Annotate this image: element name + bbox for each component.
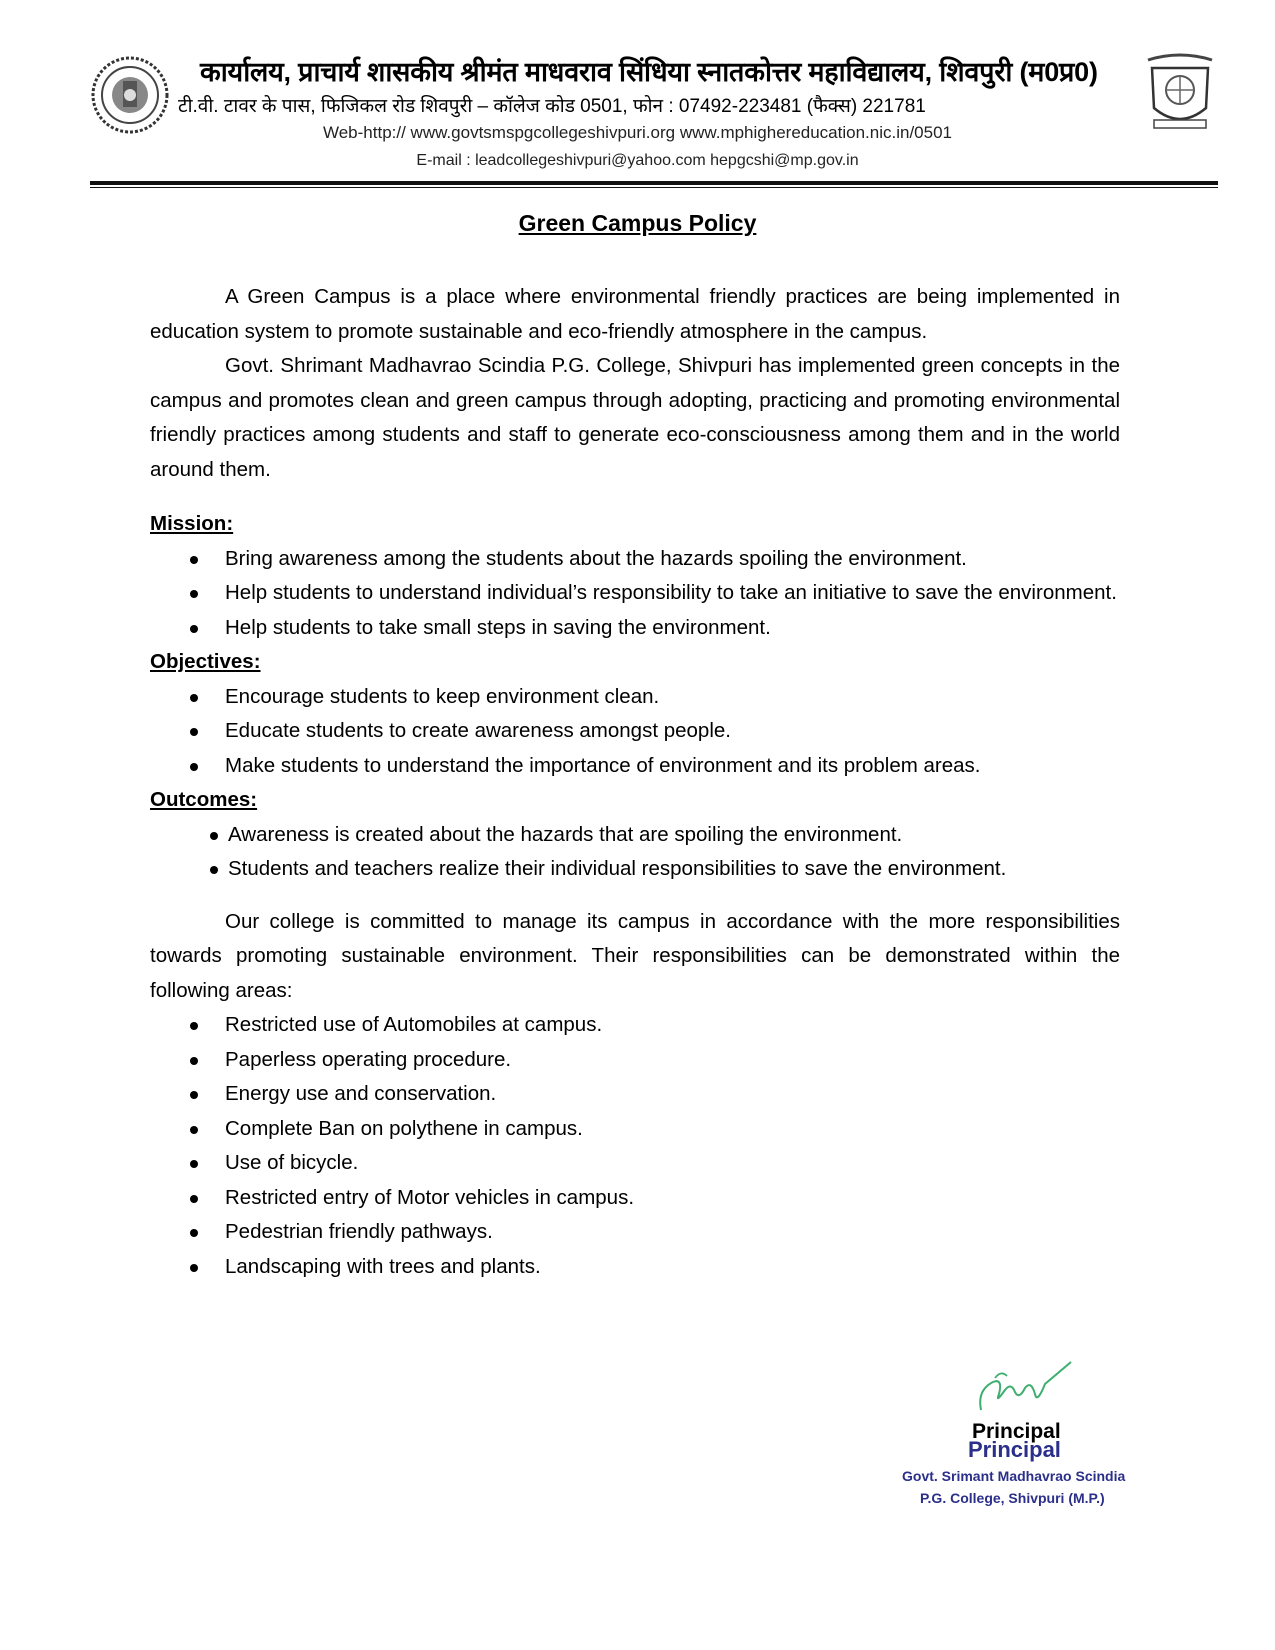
list-item: Landscaping with trees and plants. xyxy=(190,1250,1120,1285)
policy-body xyxy=(150,280,1120,1284)
objectives-heading: Objectives: xyxy=(150,650,261,673)
letterhead xyxy=(0,0,1275,200)
list-item: Awareness is created about the hazards that are spoiling the environment. xyxy=(210,818,1120,853)
letterhead-rule-thin xyxy=(90,187,1218,188)
page-title: Green Campus Policy xyxy=(518,210,757,236)
list-item: Energy use and conservation. xyxy=(190,1077,1120,1112)
list-item: Encourage students to keep environment clean. xyxy=(190,680,1120,715)
intro-paragraph-1: A Green Campus is a place where environmental friendly practices are being implemented in education system to promote sustainable and eco-friendly atmosphere in the campus. xyxy=(150,285,1120,343)
outcomes-heading: Outcomes: xyxy=(150,788,258,811)
list-item: Make students to understand the importance of environment and its problem areas. xyxy=(190,749,1120,784)
list-item: Restricted use of Automobiles at campus. xyxy=(190,1008,1120,1043)
areas-list xyxy=(150,1008,1120,1284)
letterhead-address: टी.वी. टावर के पास, फिजिकल रोड शिवपुरी – कॉलेज कोड 0501, फोन : 07492-223481 (फैक्स) 221781 xyxy=(178,96,926,117)
stamp-title: Principal xyxy=(968,1437,1061,1462)
list-item: Use of bicycle. xyxy=(190,1146,1120,1181)
mission-heading: Mission: xyxy=(150,512,234,535)
commitment-paragraph: Our college is committed to manage its campus in accordance with the more responsibilities towards promoting sustainable environment. Their responsibilities can be demonstrated within the following areas: xyxy=(150,909,1120,1002)
handwritten-signature-icon xyxy=(975,1360,1075,1420)
list-item: Students and teachers realize their individual responsibilities to save the environment. xyxy=(210,852,1120,887)
letterhead-rule-thick xyxy=(90,181,1218,185)
stamp-line-2: P.G. College, Shivpuri (M.P.) xyxy=(920,1490,1105,1506)
intro-paragraph-2: Govt. Shrimant Madhavrao Scindia P.G. College, Shivpuri has implemented green concepts in the campus and promotes clean and green campus through adopting, practicing and promoting environmental friendly practices among students and staff to generate eco-consciousness among them and in the world around them. xyxy=(150,354,1120,481)
list-item: Paperless operating procedure. xyxy=(190,1043,1120,1078)
list-item: Help students to take small steps in saving the environment. xyxy=(190,611,1120,646)
college-crest-icon xyxy=(1140,50,1220,135)
list-item: Complete Ban on polythene in campus. xyxy=(190,1112,1120,1147)
outcomes-list xyxy=(150,818,1120,887)
signatory-label: Principal xyxy=(972,1420,1061,1443)
letterhead-emails: E-mail : leadcollegeshivpuri@yahoo.com hepgcshi@mp.gov.in xyxy=(416,152,859,169)
letterhead-office-name: कार्यालय, प्राचार्य शासकीय श्रीमंत माधवराव सिंधिया स्नातकोत्तर महाविद्यालय, शिवपुरी (म0प्र0) xyxy=(200,57,1098,87)
list-item: Pedestrian friendly pathways. xyxy=(190,1215,1120,1250)
objectives-list xyxy=(150,680,1120,784)
list-item: Restricted entry of Motor vehicles in campus. xyxy=(190,1181,1120,1216)
list-item: Educate students to create awareness amongst people. xyxy=(190,714,1120,749)
list-item: Bring awareness among the students about the hazards spoiling the environment. xyxy=(190,542,1120,577)
mission-list xyxy=(150,542,1120,646)
list-item: Help students to understand individual’s responsibility to take an initiative to save the environment. xyxy=(190,576,1120,611)
letterhead-websites: Web-http:// www.govtsmspgcollegeshivpuri.org www.mphighereducation.nic.in/0501 xyxy=(322,123,952,142)
stamp-line-1: Govt. Srimant Madhavrao Scindia xyxy=(902,1468,1126,1484)
